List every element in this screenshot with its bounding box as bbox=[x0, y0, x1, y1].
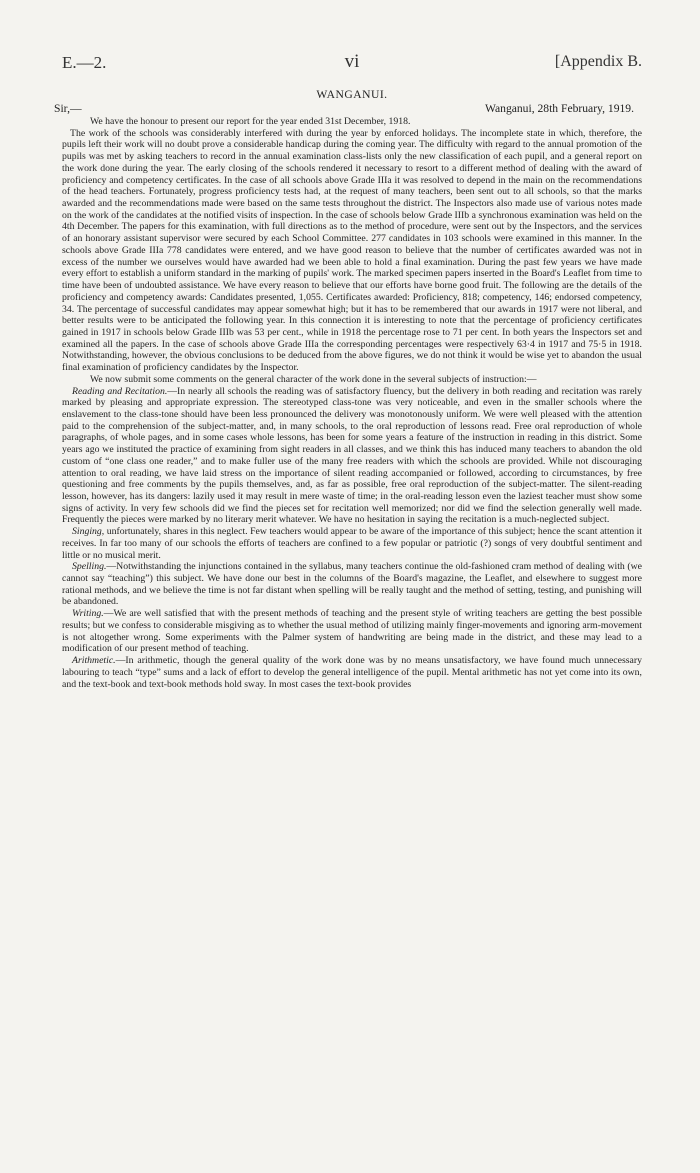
section-text: —We are well satisfied that with the present methods of teaching and the present style of writing teachers are getting the best possible results; but we confess to considerable misgiving as to whether the usual method of utilizing mainly finger-movements and ignoring arm-movement is not altogether wrong. Some experiments with the Palmer system of handwriting are being made in the district, and these may lead to a modification of our present method of teaching. bbox=[62, 608, 642, 655]
paragraph-subjects-intro: We now submit some comments on the general character of the work done in the several subjects of instruction:— bbox=[90, 373, 537, 385]
section-heading: Singing, bbox=[72, 526, 105, 538]
section-heading: Arithmetic. bbox=[72, 655, 116, 667]
paragraph-examinations: The work of the schools was considerably interfered with during the year by enforced holidays. The incomplete state in which, therefore, the pupils left their work will no doubt prove a considerable handicap during the coming year. The difficulty with regard to the annual promotion of the pupils was met by asking teachers to record in the annual examination class-lists only the new classification of each pupil, and a general report on the work done during the year. The early closing of the schools rendered it necessary to resort to a different method of dealing with the award of proficiency and competency certificates. In the case of all schools above Grade IIIa it was resolved to depend in the main on the recommendations of the head teachers. Fortunately, progress proficiency tests had, at the request of many teachers, been sent out to all schools, so that the marks awarded and the recommendations made were based on the same tests throughout the district. The Inspectors also made use of various notes made on the work of the candidates at the notified visits of inspection. In the case of schools below Grade IIIb a synchronous examination was held on the 4th December. The papers for this examination, with full directions as to the method of procedure, were sent out by the Inspectors, and the services of an honorary assistant supervisor were secured by each School Committee. 277 candidates in 103 schools were examined in this manner. In the schools above Grade IIIa 778 candidates were entered, and we have good reason to believe that the number of certificates awarded was not in excess of the number we ourselves would have awarded had we been able to hold a final examination. During the past few years we have made every effort to establish a uniform standard in the marking of pupils' work. The marked specimen papers inserted in the Board's Leaflet from time to time have been of undoubted assistance. We have every reason to believe that our efforts have borne good fruit. The following are the details of the proficiency and competency awards: Candidates presented, 1,055. Certificates awarded: Proficiency, 818; competency, 146; endorsed competency, 34. The percentage of successful candidates may appear somewhat high; but it has to be remembered that our awards in 1917 were not liberal, and better results were to be anticipated the following year. In this connection it is interesting to note that the percentage of proficiency certificates gained in 1917 in schools below Grade IIIb was 53 per cent., while in 1918 the percentage rose to 71 per cent. In both years the Inspectors set and examined all the papers. In the case of schools above Grade IIIa the corresponding percentages were respectively 63·4 in 1917 and 75·5 in 1918. Notwithstanding, however, the obvious conclusions to be deduced from the above figures, we do not think it would be wise yet to abandon the usual final examination of proficiency candidates by the Inspector. bbox=[62, 127, 642, 374]
header-page-number: vi bbox=[344, 51, 360, 72]
section-heading: Writing. bbox=[72, 608, 104, 620]
section-text: —In nearly all schools the reading was of satisfactory fluency, but the delivery in both reading and recitation was rarely marked by pleasing and appropriate expression. The stereotyped class-tone was very noticeable, and even in the smaller schools where the enslavement to the class-tone should have been less pronounced the delivery was monotonously uniform. We were well pleased with the attention paid to the comprehension of the subject-matter, and, in many schools, to the oral reproduction of lessons read. Free oral reproduction of whole paragraphs, of whole pages, and in some cases whole lessons, has been for some years a feature of the instruction in reading in this district. Some years ago we instituted the practice of examining from sight readers in all classes, and we think this has induced many teachers to abandon the old custom of “one class one reader,” and to make fuller use of the many free readers with which the schools are provided. While not discouraging attention to oral reading, we have laid stress on the importance of silent reading accompanied or followed, according to circumstances, by free questioning and free comments by the pupils themselves, and, as far as possible, free oral reproduction of the subject-matter. The silent-reading lesson, however, has its dangers: lazily used it may result in mere waste of time; in the oral-reading lesson even the laziest teacher must show some signs of activity. In very few schools did we find the pieces set for recitation well memorized; nor did we find the selection generally well made. Frequently the pieces were marked by no literary merit whatever. We have no hesitation in saying the recitation is a much-neglected subject. bbox=[62, 385, 642, 526]
report-body bbox=[62, 116, 642, 690]
section-text: —Notwithstanding the injunctions contained in the syllabus, many teachers continue the old-fashioned cram method of dealing with (we cannot say “teaching”) this subject. We have done our best in the columns of the Board's magazine, the Leaflet, and elsewhere to suggest more rational methods, and we believe the time is not far distant when spelling will be really taught and the method of setting, testing, and punishing will be abandoned. bbox=[62, 561, 642, 608]
section-singing bbox=[62, 526, 642, 561]
header-report-code: E.—2. bbox=[62, 53, 107, 72]
section-text: —In arithmetic, though the general quality of the work done was by no means unsatisfactory, we have found much unnecessary labouring to teach “type” sums and a lack of effort to develop the general intelligence of the pupil. Mental arithmetic has not yet come into its own, and the text-book and text-book methods hold sway. In most cases the text-book provides bbox=[62, 655, 642, 690]
section-reading bbox=[62, 386, 642, 527]
section-text: unfortunately, shares in this neglect. Few teachers would appear to be aware of the importance of this subject; hence the scant attention it receives. In far too many of our schools the efforts of teachers are confined to a few popular or patriotic (?) songs of very doubtful sentiment and little or no musical merit. bbox=[62, 526, 642, 561]
paragraph-intro: We have the honour to present our report for the year ended 31st December, 1918. bbox=[90, 116, 411, 127]
section-heading: Reading and Recitation. bbox=[72, 385, 168, 397]
header-appendix: [Appendix B. bbox=[554, 53, 642, 70]
salutation: Sir,— bbox=[54, 102, 82, 115]
district-heading: WANGANUI. bbox=[316, 88, 388, 101]
date-line: Wanganui, 28th February, 1919. bbox=[484, 102, 634, 115]
salutation-row bbox=[54, 102, 642, 116]
section-arithmetic bbox=[62, 655, 642, 690]
section-spelling bbox=[62, 561, 642, 608]
section-writing bbox=[62, 608, 642, 655]
page-header bbox=[62, 0, 642, 90]
section-heading: Spelling. bbox=[72, 561, 107, 573]
